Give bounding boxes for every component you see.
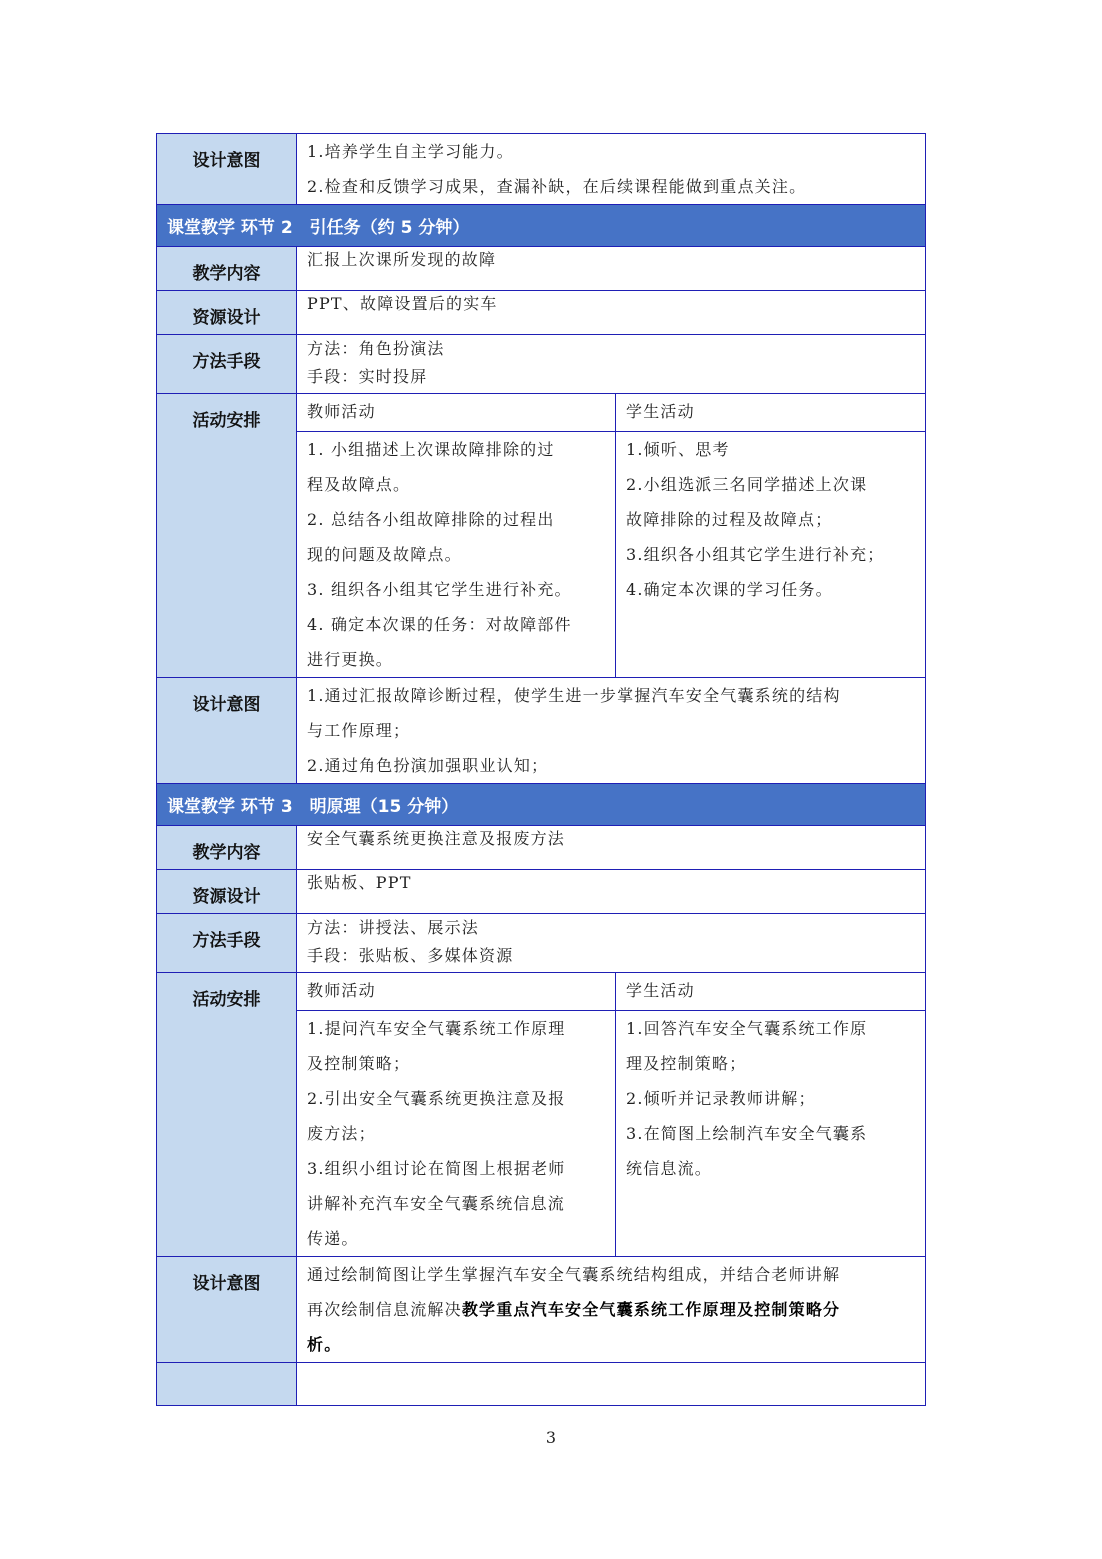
method-row — [157, 335, 926, 394]
method-label: 方法手段 — [157, 335, 297, 394]
design-intent-label: 设计意图 — [157, 678, 297, 784]
activity-header-row — [157, 394, 926, 432]
method-label: 方法手段 — [157, 914, 297, 973]
method-row — [157, 914, 926, 973]
design-intent-row — [157, 134, 926, 205]
activity-label: 活动安排 — [157, 973, 297, 1257]
section-header-row — [157, 205, 926, 247]
lesson-plan-table — [156, 133, 926, 1406]
teacher-activity-list: 1.提问汽车安全气囊系统工作原理 及控制策略； 2.引出安全气囊系统更换注意及报 废方法； 3.组织小组讨论在简图上根据老师 讲解补充汽车安全气囊系统信息流 传递。 — [297, 1011, 616, 1257]
section-header-row — [157, 784, 926, 826]
teacher-activity-header: 教师活动 — [297, 973, 616, 1011]
teaching-content-label: 教学内容 — [157, 826, 297, 870]
activity-label: 活动安排 — [157, 394, 297, 678]
method-value: 方法：讲授法、展示法 手段：张贴板、多媒体资源 — [297, 914, 926, 973]
design-intent-label: 设计意图 — [157, 134, 297, 205]
design-intent-text: 再次绘制信息流解决 — [307, 1300, 462, 1319]
teacher-activity-list: 1. 小组描述上次课故障排除的过 程及故障点。 2. 总结各小组故障排除的过程出 现的问题及故障点。 3. 组织各小组其它学生进行补充。 4. 确定本次课的任务：对故障部件 进行更换。 — [297, 432, 616, 678]
resource-design-row — [157, 291, 926, 335]
teaching-content-value: 安全气囊系统更换注意及报废方法 — [297, 826, 926, 870]
method-value: 方法：角色扮演法 手段：实时投屏 — [297, 335, 926, 394]
key-point-text: 析。 — [307, 1335, 342, 1354]
student-activity-header: 学生活动 — [616, 973, 926, 1011]
student-activity-list: 1.倾听、思考 2.小组选派三名同学描述上次课 故障排除的过程及故障点； 3.组织各小组其它学生进行补充； 4.确定本次课的学习任务。 — [616, 432, 926, 678]
student-activity-header: 学生活动 — [616, 394, 926, 432]
design-intent-label: 设计意图 — [157, 1257, 297, 1363]
resource-design-label: 资源设计 — [157, 291, 297, 335]
teaching-content-label: 教学内容 — [157, 247, 297, 291]
resource-design-label: 资源设计 — [157, 870, 297, 914]
teaching-content-value: 汇报上次课所发现的故障 — [297, 247, 926, 291]
empty-row — [157, 1363, 926, 1406]
design-intent-content: 1.培养学生自主学习能力。 2.检查和反馈学习成果，查漏补缺，在后续课程能做到重点关注。 — [297, 134, 926, 205]
key-point-text: 教学重点汽车安全气囊系统工作原理及控制策略分 — [461, 1300, 841, 1319]
teaching-content-row — [157, 826, 926, 870]
student-activity-list: 1.回答汽车安全气囊系统工作原 理及控制策略； 2.倾听并记录教师讲解； 3.在简图上绘制汽车安全气囊系 统信息流。 — [616, 1011, 926, 1257]
section-title: 课堂教学 环节 2 引任务（约 5 分钟） — [157, 205, 926, 247]
section-title: 课堂教学 环节 3 明原理（15 分钟） — [157, 784, 926, 826]
teacher-activity-header: 教师活动 — [297, 394, 616, 432]
teaching-content-row — [157, 247, 926, 291]
empty-content-cell — [297, 1363, 926, 1406]
page-number: 3 — [545, 1428, 557, 1447]
activity-header-row — [157, 973, 926, 1011]
design-intent-content: 1.通过汇报故障诊断过程，使学生进一步掌握汽车安全气囊系统的结构 与工作原理； 2.通过角色扮演加强职业认知； — [297, 678, 926, 784]
design-intent-content: 通过绘制简图让学生掌握汽车安全气囊系统结构组成，并结合老师讲解 再次绘制信息流解决教学重点汽车安全气囊系统工作原理及控制策略分 析。 — [297, 1257, 926, 1363]
resource-design-row — [157, 870, 926, 914]
design-intent-row — [157, 1257, 926, 1363]
empty-label-cell — [157, 1363, 297, 1406]
resource-design-value: PPT、故障设置后的实车 — [297, 291, 926, 335]
design-intent-row — [157, 678, 926, 784]
resource-design-value: 张贴板、PPT — [297, 870, 926, 914]
